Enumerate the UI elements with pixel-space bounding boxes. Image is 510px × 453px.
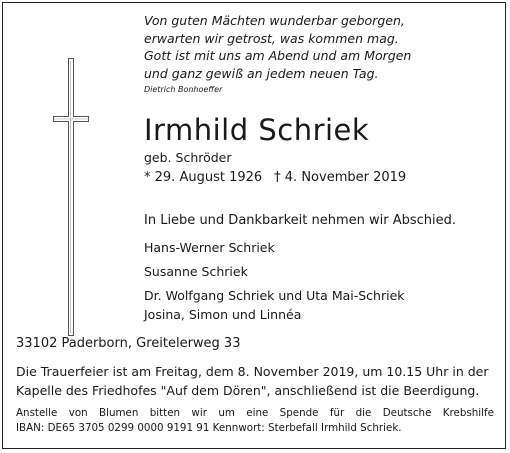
poem-line: erwarten wir getrost, was kommen mag. [144,30,399,46]
mourner: Hans-Werner Schriek [144,240,275,255]
donation-line: IBAN: DE65 3705 0299 0000 9191 91 Kennwort: Sterbefall Irmhild Schriek. [16,422,402,434]
mourners-list [144,238,405,329]
donation-line: Anstelle von Blumen bitten wir um eine Spende für die Deutsche Krebshilfe [16,407,494,419]
mourner: Dr. Wolfgang Schriek und Uta Mai-Schriek [144,288,405,303]
poem-line: Gott ist mit uns am Abend und am Morgen [144,48,412,63]
death-date: † 4. November 2019 [274,170,407,185]
poem-line: und ganz gewiß an jedem neuen Tag. [144,65,379,81]
poem-quote [144,12,411,82]
mourner: Josina, Simon und Linnéa [144,307,302,322]
deceased-name: Irmhild Schriek [144,113,370,147]
mourner: Susanne Schriek [144,264,248,279]
funeral-service-info [16,362,494,400]
birth-date: * 29. August 1926 [144,170,263,185]
birth-name: geb. Schröder [144,150,232,165]
donation-request [16,406,494,436]
family-address: 33102 Paderborn, Greitelerweg 33 [16,336,241,351]
christian-cross-icon [53,58,89,336]
poem-line: Von guten Mächten wunderbar geborgen, [144,13,405,28]
poem-author: Dietrich Bonhoeffer [144,85,223,94]
service-line: Kapelle des Friedhofes "Auf dem Dören", anschließend ist die Beerdigung. [16,383,480,398]
farewell-text: In Liebe und Dankbarkeit nehmen wir Abschied. [144,213,457,228]
life-dates [144,170,406,185]
service-line: Die Trauerfeier ist am Freitag, dem 8. November 2019, um 10.15 Uhr in der [16,364,489,379]
